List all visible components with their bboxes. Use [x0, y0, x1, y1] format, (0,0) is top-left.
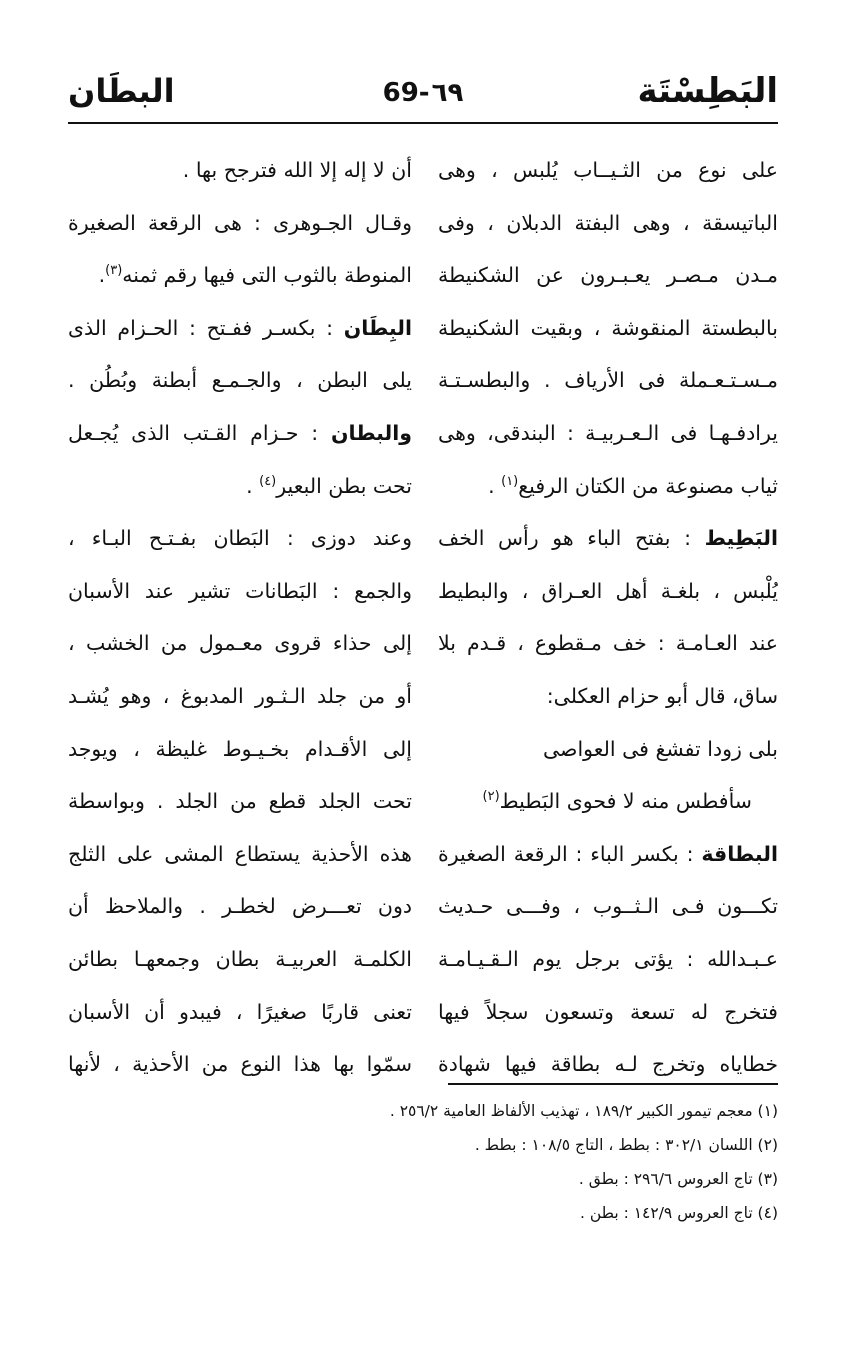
line-text: يرادفـهـا فى الـعـربيـة : البندقى، وهى [438, 420, 778, 445]
line-text: : بكسر الباء : الرقعة الصغيرة [438, 841, 702, 866]
header-rule [68, 122, 778, 124]
line-text: يُلْبس ، بلغـة أهل العـراق ، والبطيط [438, 578, 778, 603]
line-text: إلى حذاء قروى معـمول من الخشب ، [68, 631, 412, 656]
line-text: بالبطستة المنقوشة ، وبقيت الشكنيطة [438, 315, 778, 340]
text-line [68, 249, 412, 302]
line-text: وقـال الجـوهرى : هى الرقعة الصغيرة [68, 210, 412, 235]
text-line [68, 617, 412, 670]
line-text: ساق، قال أبو حزام العكلى: [546, 683, 778, 708]
line-text: وعند دوزى : البَطان بفـتـح البـاء ، [68, 526, 412, 551]
left-column [68, 144, 412, 1091]
line-text: الكلمـة العربيـة بطان وجمعهـا بطائن [68, 946, 412, 971]
line-text: والجمع : البَطانات تشير عند الأسبان [68, 578, 412, 603]
line-text: : بفتح الباء هو رأس الخف [438, 526, 705, 551]
line-text: إلى الأقـدام بخـيـوط غليظة ، ويوجد [68, 736, 412, 761]
text-line [438, 565, 778, 618]
page-number-latin: 69- [382, 78, 430, 108]
text-line [438, 723, 778, 776]
right-column [438, 144, 778, 1091]
line-text: الباتيسقة ، وهى البفتة الدبلان ، وفى [438, 210, 778, 235]
footnote-rule [448, 1083, 778, 1085]
text-line [68, 670, 412, 723]
line-text: سأفطس منه لا فحوى البَطيط [499, 789, 752, 814]
footnotes [78, 1094, 778, 1230]
text-line [438, 407, 778, 460]
running-head-left: البطَان [68, 72, 175, 110]
line-punctuation: . [98, 263, 106, 288]
page-number-arabic: ٦٩ [431, 78, 464, 108]
text-line [68, 407, 412, 460]
line-text: تحت بطن البعير [276, 473, 412, 498]
text-line [68, 775, 412, 828]
line-text: مـدن مـصـر يعـبـرون عن الشكنيطة [438, 263, 778, 288]
text-line [438, 249, 778, 302]
footnote: (٣) تاج العروس ٢٩٦/٦ : بطق . [578, 1170, 778, 1188]
text-line [438, 933, 778, 986]
text-line [68, 197, 412, 250]
line-text: دون تعـــرض لخطـر . والملاحظ أن [68, 894, 412, 919]
text-line [438, 144, 778, 197]
line-text: يلى البطن ، والجـمـع أبطنة وبُطُن . [68, 368, 412, 393]
line-text: عـبـدالله : يؤتى برجل يوم الـقـيـامـة [438, 946, 778, 971]
line-text: بلى زودا تفشغ فى العواصى [542, 736, 778, 761]
entry-headword: والبطان [331, 420, 412, 445]
line-text: على نوع من الثـيــاب يُلبس ، وهى [438, 158, 778, 182]
entry-headword: البِطَان [343, 315, 412, 340]
line-punctuation: . [488, 473, 502, 498]
text-line [438, 986, 778, 1039]
text-line [68, 723, 412, 776]
line-text: سمّوا بها هذا النوع من الأحذية ، لأنها [68, 1052, 412, 1077]
line-text: المنوطة بالثوب التى فيها رقم ثمنه [122, 263, 412, 288]
text-line [438, 617, 778, 670]
text-line [438, 512, 778, 565]
footnote-marker: (٤) [259, 473, 277, 489]
line-text: مـسـتـعـملة فى الأرياف . والبطسـتـة [438, 368, 778, 393]
footnote-marker: (٣) [105, 263, 123, 279]
text-line [68, 512, 412, 565]
line-text: هذه الأحذية يستطاع المشى على الثلج [68, 841, 412, 866]
text-line [438, 460, 778, 513]
line-punctuation: . [246, 473, 260, 498]
text-line [68, 1038, 412, 1091]
footnote-marker: (١) [501, 473, 519, 489]
entry-headword: البطاقة [701, 841, 778, 866]
text-line [68, 144, 412, 197]
page-header [68, 64, 778, 118]
text-line [438, 197, 778, 250]
line-text: تكـــون فـى الـثــوب ، وفـــى حـديث [438, 894, 778, 919]
line-text: تعنى قاربًا صغيرًا ، فيبدو أن الأسبان [68, 999, 412, 1024]
text-line [438, 670, 778, 723]
footnote: (٤) تاج العروس ١٤٢/٩ : بطن . [579, 1204, 778, 1222]
text-line [438, 302, 778, 355]
line-text: : بكسـر ففـتح : الحـزام الذى [68, 315, 344, 340]
text-line [68, 565, 412, 618]
line-text: أو من جلد الـثـور المدبوغ ، وهو يُشـد [68, 683, 412, 708]
text-line [438, 880, 778, 933]
line-text: فتخرج له تسعة وتسعون سجلاً فيها [438, 999, 778, 1024]
text-line [438, 354, 778, 407]
text-line [68, 354, 412, 407]
line-text: تحت الجلد قطع من الجلد . وبواسطة [68, 789, 412, 814]
footnote-marker: (٢) [482, 789, 500, 805]
text-line [438, 828, 778, 881]
line-text: خطاياه وتخرج لـه بطاقة فيها شهادة [438, 1052, 778, 1077]
text-line [68, 828, 412, 881]
line-text: أن لا إله إلا الله فترجح بها . [182, 158, 412, 182]
line-text: ثياب مصنوعة من الكتان الرفيع [518, 473, 778, 498]
text-line [68, 880, 412, 933]
text-line [68, 302, 412, 355]
line-text: عند العـامـة : خف مـقطوع ، قـدم بلا [438, 631, 778, 656]
entry-headword: البَطِيط [704, 526, 778, 551]
text-line [438, 775, 778, 828]
text-line [68, 933, 412, 986]
text-line [68, 460, 412, 513]
footnote: (٢) اللسان ٣٠٢/١ : بطط ، التاج ١٠٨/٥ : بطط . [474, 1136, 778, 1154]
text-line [68, 986, 412, 1039]
footnote: (١) معجم تيمور الكبير ١٨٩/٢ ، تهذيب الألفاظ العامية ٢٥٦/٢ . [389, 1102, 778, 1120]
running-head-right: البَطِسْتَة [637, 71, 778, 111]
line-text: : حـزام القـتب الذى يُجـعل [68, 420, 331, 445]
